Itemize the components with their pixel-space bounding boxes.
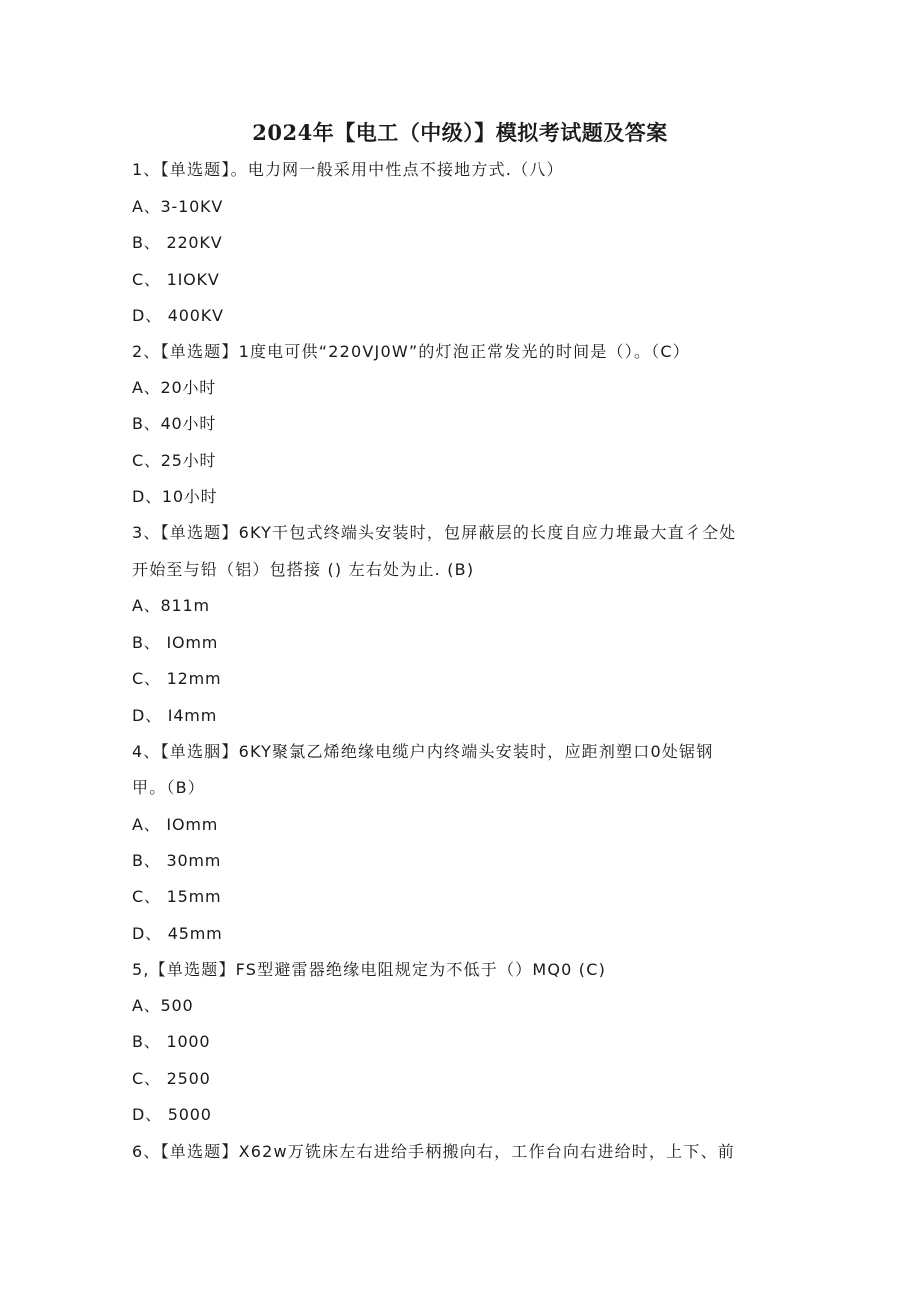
question-4-option-d: D、 45mm xyxy=(132,924,223,943)
question-1: 1、【单选题】。电力网一般采用中性点不接地方式.（八） xyxy=(132,160,564,179)
question-1-option-a: A、3-10KV xyxy=(132,197,224,216)
question-5-option-a: A、500 xyxy=(132,996,194,1015)
question-3-option-b: B、 IOmm xyxy=(132,633,219,652)
question-5-option-b: B、 1000 xyxy=(132,1032,211,1051)
question-4-option-c: C、 15mm xyxy=(132,887,222,906)
question-2-option-d: D、10小时 xyxy=(132,487,218,506)
question-2-option-c: C、25小时 xyxy=(132,451,217,470)
question-1-option-c: C、 1IOKV xyxy=(132,270,220,289)
question-2-option-a: A、20小时 xyxy=(132,378,217,397)
question-1-option-d: D、 400KV xyxy=(132,306,224,325)
question-2: 2、【单选题】1度电可供“220VJ0W”的灯泡正常发光的时间是（）。（C） xyxy=(132,342,690,361)
question-5: 5,【单选题】FS型避雷器绝缘电阻规定为不低于（）MQ0 (C) xyxy=(132,960,607,979)
question-2-option-b: B、40小时 xyxy=(132,414,217,433)
question-1-option-b: B、 220KV xyxy=(132,233,223,252)
question-3-option-c: C、 12mm xyxy=(132,669,222,688)
question-4-option-b: B、 30mm xyxy=(132,851,222,870)
question-4-continued: 甲。（B） xyxy=(132,778,205,797)
question-5-option-d: D、 5000 xyxy=(132,1105,212,1124)
document-title: 2024年【电工（中级）】模拟考试题及答案 xyxy=(252,120,668,145)
question-4: 4、【单选胭】6KY聚氯乙烯绝缘电缆户内终端头安装时，应距剂塑口0处锯钢 xyxy=(132,742,714,761)
question-3-continued: 开始至与铅（铝）包搭接 () 左右处为止. (B) xyxy=(132,560,475,579)
question-5-option-c: C、 2500 xyxy=(132,1069,211,1088)
question-3: 3、【单选题】6KY干包式终端头安装时，包屏蔽层的长度自应力堆最大直彳仝处 xyxy=(132,523,737,542)
question-6: 6、【单选题】X62w万铣床左右进给手柄搬向右，工作台向右进给时，上下、前 xyxy=(132,1142,735,1161)
question-3-option-a: A、811m xyxy=(132,596,210,615)
question-4-option-a: A、 IOmm xyxy=(132,815,219,834)
question-3-option-d: D、 I4mm xyxy=(132,706,218,725)
